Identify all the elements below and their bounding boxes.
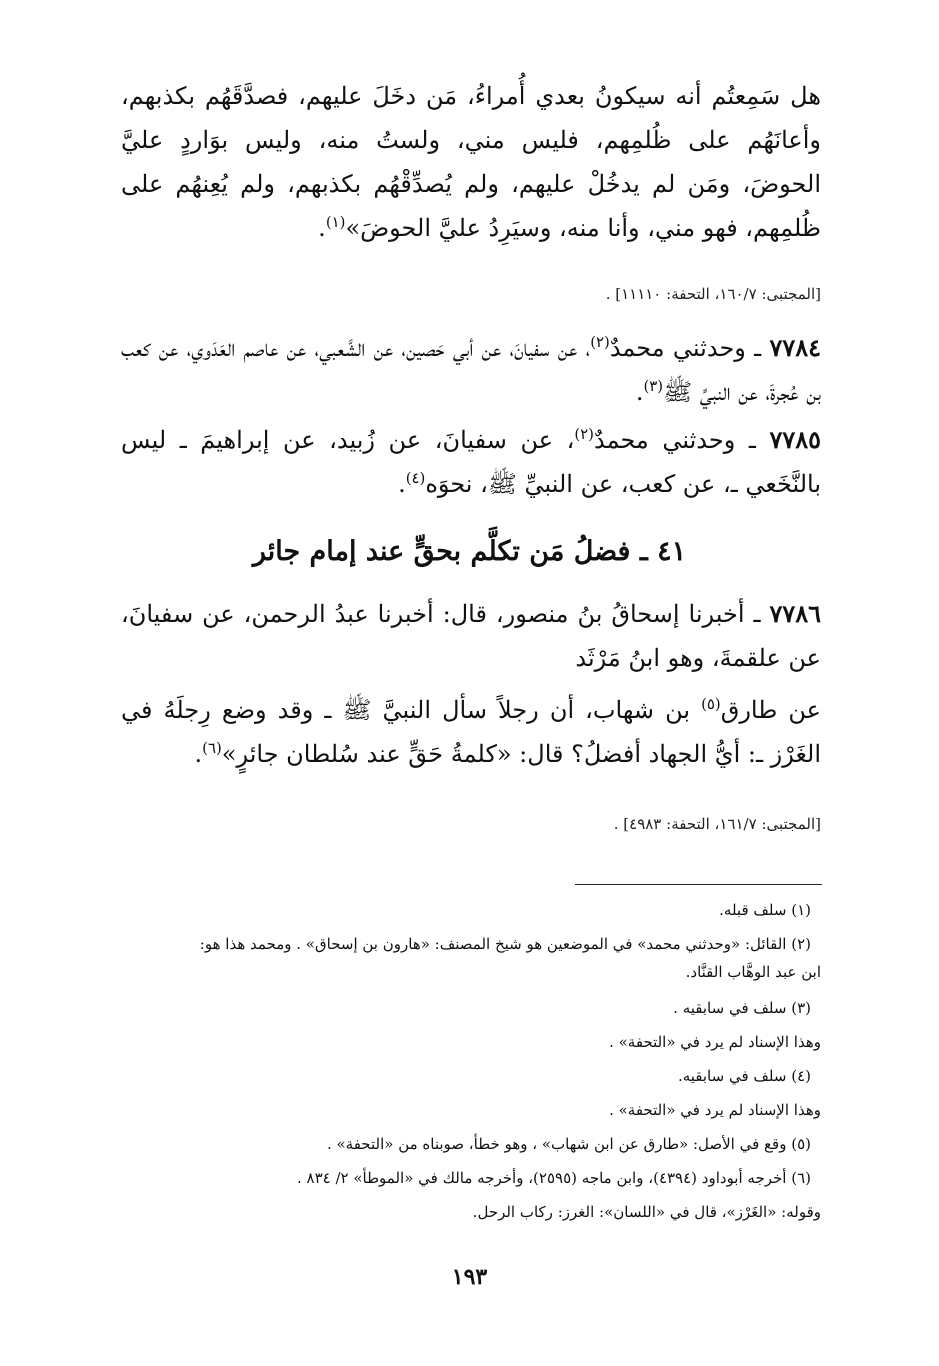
hadith-number: ٧٧٨٤ <box>769 333 821 362</box>
footnote-marker: (١) <box>325 213 346 231</box>
hadith-text: هل سَمِعتُم أنه سيكونُ بعدي أُمراءُ، مَن دخَلَ عليهم، فصدَّقَهُم بكذبهم، وأعانَهُم على ظُلمِهم، فليس مني، ولستُ منه، وليس بوَاردٍ عليَّ الحوضَ، ومَن لم يدخُلْ عليهم، ولم يُصدِّقْهُم بكذبهم، ولم يُعِنهُم على ظُلمِهم، فهو مني، وأنا منه، وسيَرِدُ عليَّ الحوضَ» <box>121 82 822 242</box>
footnote-1: (١) سلف قبله. <box>719 901 811 919</box>
hadith-number: ٧٧٨٦ <box>769 599 822 628</box>
footnote-marker: (٣) <box>643 377 664 395</box>
footnote-2-continuation: ابن عبد الوهَّاب القنَّاد. <box>685 963 821 981</box>
source-reference: [المجتبى: ١٦١/٧، التحفة: ٤٩٨٣] . <box>613 815 821 833</box>
footnote-4-note: وهذا الإسناد لم يرد في «التحفة» . <box>609 1101 821 1119</box>
footnote-marker: (٤) <box>405 469 426 487</box>
footnote-marker: (٢) <box>574 425 594 443</box>
footnote-6-note: وقوله: «الغَرْز»، قال في «اللسان»: الغرز: ركاب الرحل. <box>472 1203 821 1221</box>
footnote-divider <box>575 884 822 885</box>
hadith-number: ٧٧٨٥ <box>769 425 822 454</box>
footnote-3-note: وهذا الإسناد لم يرد في «التحفة» . <box>609 1033 821 1051</box>
footnote-marker: (٥) <box>701 695 721 713</box>
footnote-marker: (٦) <box>202 739 222 757</box>
source-reference: [المجتبى: ١٦٠/٧، التحفة: ١١١١٠] . <box>605 285 821 303</box>
hadith-7785: ٧٧٨٥ ـ وحدثني محمدٌ$^{(٢)}$، عن سفيانَ، عن زُبيد، عن إبراهيمَ ـ ليس بالنَّخَعي ـ، عن كعب، عن النبيِّ ﷺ، نحوَه$^{(٤)}$. <box>121 425 822 498</box>
hadith-continuation: هل سَمِعتُم أنه سيكونُ بعدي أُمراءُ، مَن دخَلَ عليهم، فصدَّقَهُم بكذبهم، وأعانَهُم على ظُلمِهم، فليس مني، ولستُ منه، وليس بوَاردٍ عليَّ الحوضَ، ومَن لم يدخُلْ عليهم، ولم يُصدِّقْهُم بكذبهم، ولم يُعِنهُم على ظُلمِهم، فهو مني، وأنا منه، وسيَرِدُ عليَّ الحوضَ»$^{(١)}$. <box>121 82 822 242</box>
page-number: ١٩٣ <box>451 1264 488 1290</box>
footnote-4: (٤) سلف في سابقيه. <box>677 1067 811 1085</box>
hadith-7786-text: عن طارق$^{(٥)}$ بن شهاب، أن رجلاً سأل النبيَّ ﷺ ـ وقد وضع رِجلَهُ في الغَرْز ـ: أيُّ الجهاد أفضلُ؟ قال: «كلمةُ حَقٍّ عند سُلطان جائرٍ»$^{(٦)}$. <box>121 695 822 768</box>
chapter-heading: ٤١ ـ فضلُ مَن تكلَّم بحقٍّ عند إمام جائر <box>252 536 687 567</box>
footnote-marker: (٢) <box>590 333 610 351</box>
footnote-6: (٦) أخرجه أبوداود (٤٣٩٤)، وابن ماجه (٢٥٩٥)، وأخرجه مالك في «الموطأ» ٢/ ٨٣٤ . <box>296 1169 811 1187</box>
footnote-3: (٣) سلف في سابقيه . <box>673 999 811 1017</box>
hadith-7786-chain: ٧٧٨٦ ـ أخبرنا إسحاقُ بنُ منصور، قال: أخبرنا عبدُ الرحمن، عن سفيانَ، عن علقمةَ، وهو ابنُ مَرْثَد <box>121 599 822 672</box>
hadith-7784: ٧٧٨٤ ـ وحدثني محمدٌ$^{(٢)}$، عن سفيانَ، عن أبي حَصين، عن الشَّعبي، عن عاصم العَدَوي، عن كعب بن عُجرةَ، عن النبيِّ ﷺ$^{(٣)}$. <box>121 333 821 406</box>
footnote-2: (٢) القائل: «وحدثني محمد» في الموضعين هو شيخ المصنف: «هارون بن إسحاق» . ومحمد هذا هو: <box>199 935 811 953</box>
footnote-5: (٥) وقع في الأصل: «طارق عن ابن شهاب» ، وهو خطأ، صوبناه من «التحفة» . <box>326 1135 811 1153</box>
